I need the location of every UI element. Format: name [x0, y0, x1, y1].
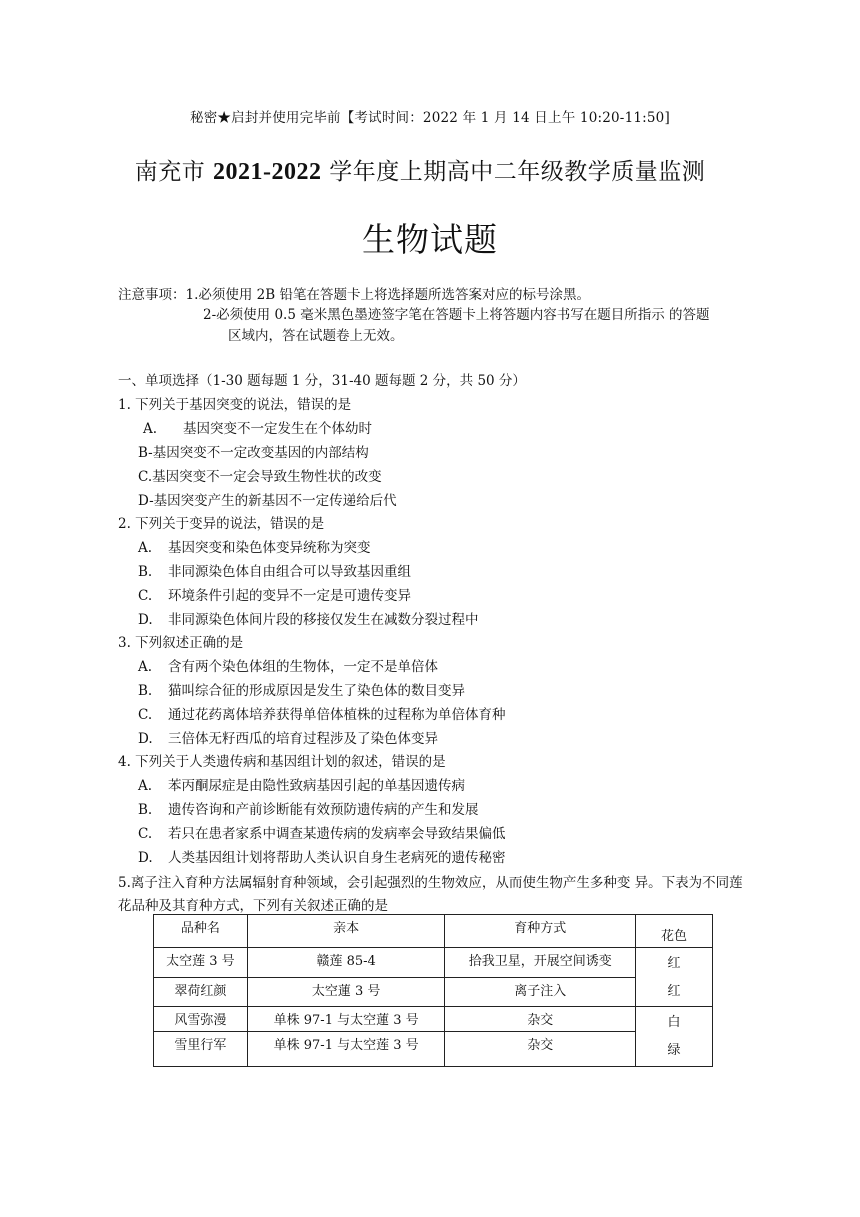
question-4-option-a — [138, 774, 465, 794]
option-text: 遗传咨询和产前诊断能有效预防遗传病的产生和发展 — [168, 802, 479, 818]
table-header-cell: 品种名 — [154, 915, 248, 948]
option-label: D. — [138, 731, 153, 747]
question-3-option-c — [138, 703, 506, 723]
table-cell: 单株 97-1 与太空蓮 3 号 — [247, 1007, 445, 1032]
question-2-option-a — [138, 536, 371, 556]
exam-title-post: 学年度上期高中二年级教学质量监测 — [321, 159, 706, 185]
table-cell: 拾我卫星，开展空间诱变 — [445, 948, 636, 978]
table-header-cell: 育种方式 — [445, 915, 636, 948]
question-3-stem: 3. 下列叙述正确的是 — [118, 635, 244, 651]
table-cell: 赣莲 85-4 — [247, 948, 445, 978]
table-cell: 离子注入 — [445, 977, 636, 1007]
notice-line-1: 注意事项：1.必须使用 2B 铅笔在答题卡上将选择题所选答案对应的标号涂黑。 — [118, 287, 590, 303]
question-5-stem: 5.离子注入育种方法属辐射育种领域，会引起强烈的生物效应，从而使生物产生多种变 异。下表为不同莲花品种及其育种方式，下列有关叙述正确的是 — [118, 875, 743, 914]
notice-line-2a: 2-必须使用 0.5 毫米黑色墨迹签字笔在答题卡上将答题内容书写在题目所指示 的答题 — [203, 307, 710, 323]
option-label: B. — [138, 683, 153, 699]
option-label: D. — [138, 850, 153, 866]
question-4-stem: 4. 下列关于人类遗传病和基因组计划的叙述，错误的是 — [118, 754, 446, 770]
option-text: 环境条件引起的变异不一定是可遗传变异 — [168, 588, 411, 604]
question-1-option-b: B-基因突变不一定改变基因的内部结构 — [138, 445, 369, 461]
table-cell: 单株 97-1 与太空莲 3 号 — [247, 1032, 445, 1067]
option-text: 猫叫综合征的形成原因是发生了染色体的数目变异 — [168, 683, 465, 699]
option-label: C. — [138, 826, 153, 842]
question-4-option-d — [138, 846, 506, 866]
table-cell: 雪里行军 — [154, 1032, 248, 1067]
question-1-option-c: C.基因突变不一定会导致生物性状的改变 — [138, 469, 382, 485]
option-text: 通过花药离体培养获得单倍体植株的过程称为单倍体育种 — [168, 707, 506, 723]
table-header-row — [154, 915, 713, 948]
confidential-line: 秘密★启封并使用完毕前【考试时间：2022 年 1 月 14 日上午 10:20-11:50] — [190, 110, 670, 126]
question-1-option-d: D-基因突变产生的新基因不一定传递给后代 — [138, 493, 397, 509]
table-cell: 杂交 — [445, 1032, 636, 1067]
option-label: B. — [138, 802, 153, 818]
option-text: 苯丙酮尿症是由隐性致病基因引起的单基因遗传病 — [168, 778, 465, 794]
option-text: 三倍体无籽西瓜的培育过程涉及了染色体变异 — [168, 731, 438, 747]
option-label: C. — [138, 588, 153, 604]
option-label: A. — [138, 778, 153, 794]
question-1-option-a — [143, 417, 372, 437]
table-cell: 风雪弥漫 — [154, 1007, 248, 1032]
question-3-option-a — [138, 655, 438, 675]
table-color-cell — [636, 1007, 713, 1067]
table-header-cell: 花色 — [636, 915, 713, 948]
question-2-stem: 2. 下列关于变异的说法，错误的是 — [118, 516, 325, 532]
color-value: 白 — [667, 1015, 681, 1030]
option-label: B. — [138, 564, 153, 580]
question-2-option-d — [138, 608, 479, 628]
option-label: A. — [143, 421, 158, 437]
section-heading: 一、单项选择（1-30 题每题 1 分，31-40 题每题 2 分，共 50 分） — [118, 373, 526, 389]
table-header-cell: 亲本 — [247, 915, 445, 948]
question-4-option-b — [138, 798, 479, 818]
exam-title-pre: 南充市 — [134, 159, 213, 185]
question-4-option-c — [138, 822, 506, 842]
table-row — [154, 977, 713, 1007]
table-cell: 翠荷红颜 — [154, 977, 248, 1007]
table-row — [154, 1032, 713, 1067]
question-2-option-b — [138, 560, 411, 580]
exam-title-years: 2021-2022 — [213, 159, 322, 185]
table-row — [154, 948, 713, 978]
color-value: 红 — [667, 984, 681, 999]
color-value: 绿 — [667, 1043, 681, 1058]
question-1-stem: 1. 下列关于基因突变的说法，错误的是 — [118, 397, 352, 413]
option-label: C. — [138, 707, 153, 723]
option-text: 若只在患者家系中调查某遗传病的发病率会导致结果偏低 — [168, 826, 506, 842]
color-value: 红 — [667, 956, 681, 971]
option-label: A. — [138, 540, 153, 556]
table-row — [154, 1007, 713, 1032]
option-text: 人类基因组计划将帮助人类认识自身生老病死的遗传秘密 — [168, 850, 506, 866]
exam-title — [0, 153, 840, 186]
option-text: 非同源染色体自由组合可以导致基因重组 — [168, 564, 411, 580]
lotus-variety-table — [153, 914, 713, 1067]
table-color-cell — [636, 948, 713, 1007]
option-label: A. — [138, 659, 153, 675]
option-text: 基因突变不一定发生在个体幼时 — [183, 421, 372, 437]
subject-title: 生物试题 — [362, 220, 498, 259]
question-2-option-c — [138, 584, 411, 604]
notice-line-2 — [203, 305, 748, 347]
table-cell: 太空莲 3 号 — [154, 948, 248, 978]
option-text: 基因突变和染色体变异统称为突变 — [168, 540, 371, 556]
notice-line-2b: 区域内，答在试题卷上无效。 — [228, 328, 404, 344]
option-text: 非同源染色体间片段的移接仅发生在减数分裂过程中 — [168, 612, 479, 628]
option-text: 含有两个染色体组的生物体，一定不是单倍体 — [168, 659, 438, 675]
option-label: D. — [138, 612, 153, 628]
table-cell: 杂交 — [445, 1007, 636, 1032]
question-3-option-b — [138, 679, 465, 699]
question-3-option-d — [138, 727, 438, 747]
table-cell: 太空蓮 3 号 — [247, 977, 445, 1007]
